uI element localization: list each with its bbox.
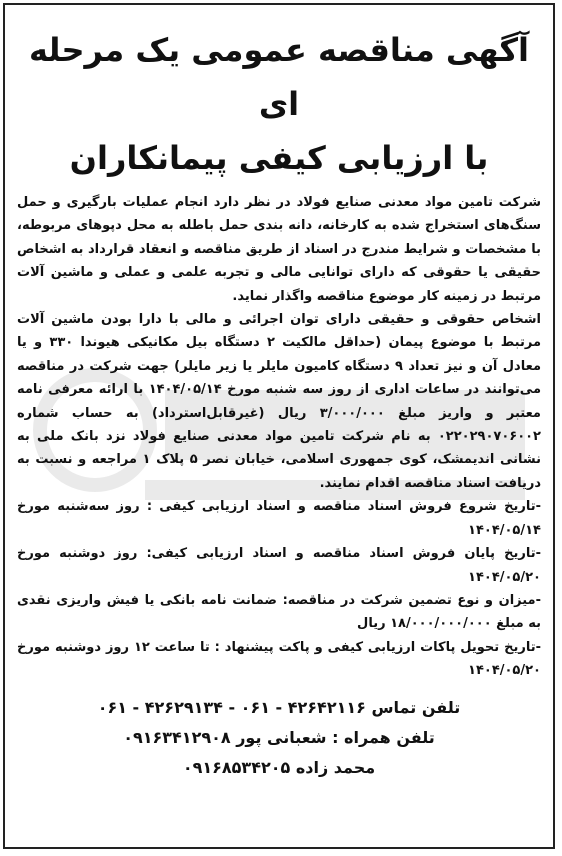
contact-mobile-2: محمد زاده ۰۹۱۶۸۵۳۴۲۰۵ — [182, 757, 376, 777]
tender-notice — [3, 3, 555, 849]
notice-body — [5, 185, 553, 683]
paragraph-intro: شرکت تامین مواد معدنی صنایع فولاد در نظر دارد انجام عملیات بارگیری و حمل سنگ‌های استخراج شده به کارخانه، دانه بندی حمل باطله به محل دپوهای مربوطه، با مشخصات و شرایط مندرج در اسناد از طریق مناقصه و انعقاد قرارداد به اشخاص حقیقی یا حقوقی که دارای توانایی مالی و تجربه علمی و عملی و ماشین آلات مرتبط در زمینه کار موضوع مناقصه واگذار نماید. — [17, 195, 541, 304]
item-guarantee: -میزان و نوع تضمین شرکت در مناقصه: ضمانت نامه بانکی یا فیش واریزی نقدی به مبلغ ۱۸/۰۰۰/۰۰۰/۰۰۰ ریال — [17, 592, 541, 632]
item-sale-start: -تاریخ شروع فروش اسناد مناقصه و اسناد ارزیابی کیفی : روز سه‌شنبه مورخ ۱۴۰۴/۰۵/۱۴ — [17, 499, 541, 538]
contact-phone: تلفن تماس ۴۲۶۴۲۱۱۶ - ۰۶۱ - ۴۲۶۲۹۱۳۴ - ۰۶۱ — [97, 697, 461, 717]
contact-section — [5, 693, 553, 783]
item-delivery: -تاریخ تحویل پاکات ارزیابی کیفی و پاکت پیشنهاد : تا ساعت ۱۲ روز دوشنبه مورخ ۱۴۰۴/۰۵/۲۰ — [17, 639, 541, 679]
title-line-2: با ارزیابی کیفی پیمانکاران — [69, 139, 489, 177]
item-sale-end: -تاریخ پایان فروش اسناد مناقصه و اسناد ارزیابی کیفی: روز دوشنبه مورخ ۱۴۰۴/۰۵/۲۰ — [17, 546, 541, 585]
paragraph-eligibility: اشخاص حقوقی و حقیقی دارای توان اجرائی و مالی با دارا بودن ماشین آلات مرتبط با موضوع پیمان (حداقل مالکیت ۲ دستگاه بیل مکانیکی هیوندا ۳۳۰ و یا معادل آن و نیز تعداد ۹ دستگاه کامیون مایلر یا زیر مایلر) جهت شرکت در مناقصه می‌توانند در ساعات اداری از روز سه شنبه مورخ ۱۴۰۴/۰۵/۱۴ با ارائه معرفی نامه معتبر و واریز مبلغ ۳/۰۰۰/۰۰۰ ریال (غیرقابل‌استرداد) به حساب شماره ۰۲۲۰۲۹۰۷۰۶۰۰۲ به نام شرکت تامین مواد معدنی صنایع فولاد نزد بانک ملی به نشانی اندیمشک، کوی جمهوری اسلامی، خیابان نصر ۵ پلاک ۱ مراجعه و نسبت به دریافت اسناد مناقصه اقدام نمایند. — [17, 312, 541, 491]
contact-mobile-1: تلفن همراه : شعبانی پور ۰۹۱۶۳۴۱۲۹۰۸ — [123, 727, 435, 747]
title-line-1: آگهی مناقصه عمومی یک مرحله ای — [28, 31, 529, 123]
